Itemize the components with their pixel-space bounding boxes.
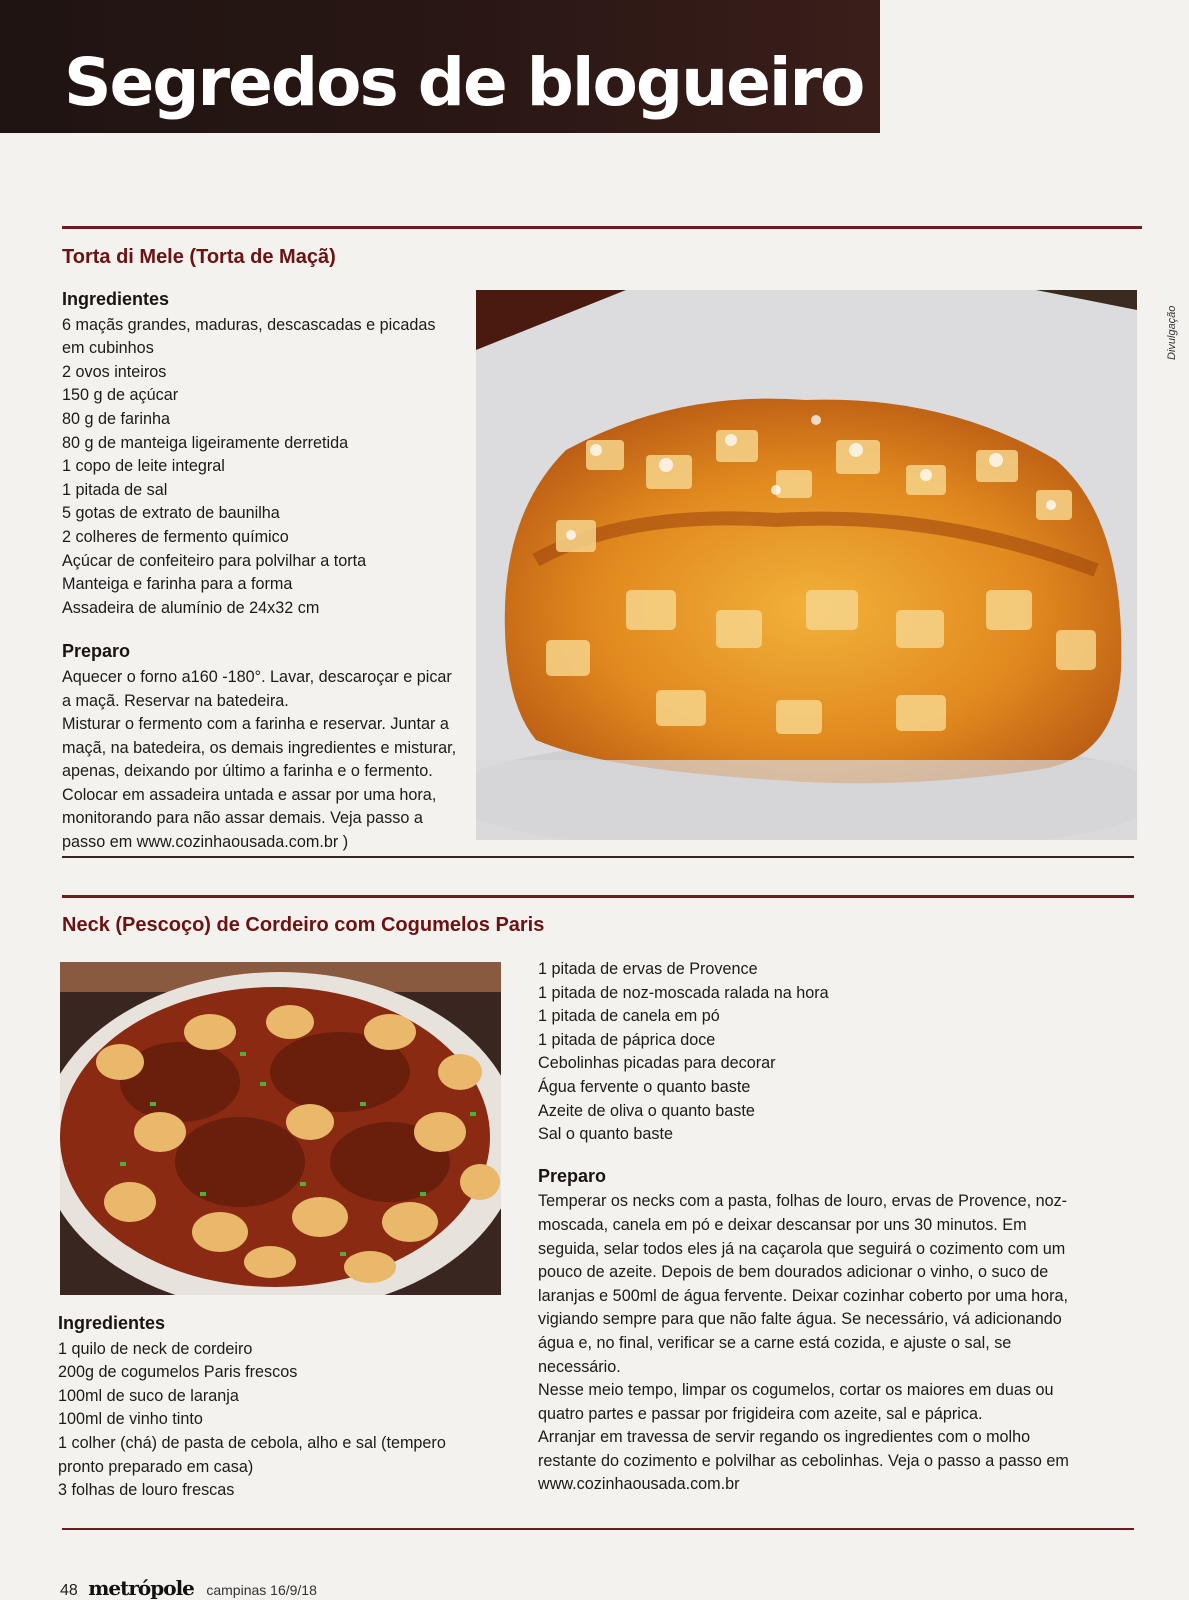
ingredient-item: Sal o quanto baste <box>538 1125 674 1144</box>
apple-pie-photo <box>476 290 1137 840</box>
recipe2-right-column <box>538 958 1078 1497</box>
ingredient-item: Azeite de oliva o quanto baste <box>538 1101 755 1120</box>
ingredient-item: 6 maçãs grandes, maduras, descascadas e picadas em cubinhos <box>62 315 436 358</box>
ingredient-item: Manteiga e farinha para a forma <box>62 575 293 594</box>
ingredient-item: 1 pitada de canela em pó <box>538 1007 720 1026</box>
ingredient-item: 80 g de manteiga ligeiramente derretida <box>62 433 349 452</box>
page-footer <box>60 1576 317 1600</box>
ingredient-item: Água fervente o quanto baste <box>538 1077 751 1096</box>
preparo-heading: Preparo <box>538 1165 607 1186</box>
preparo-paragraph: Aquecer o forno a160 -180°. Lavar, descaroçar e picar a maçã. Reservar na batedeira. <box>62 667 452 710</box>
recipe-title: Neck (Pescoço) de Cordeiro com Cogumelos Paris <box>62 914 545 936</box>
ingredient-item: 200g de cogumelos Paris frescos <box>58 1363 298 1382</box>
ingredient-item: Açúcar de confeiteiro para polvilhar a torta <box>62 551 367 570</box>
preparo-paragraph: Nesse meio tempo, limpar os cogumelos, cortar os maiores em duas ou quatro partes e passar por frigideira com azeite, sal e páprica. <box>538 1381 1054 1423</box>
photo-credit: Divulgação <box>1166 305 1178 360</box>
ingredient-item: 2 ovos inteiros <box>62 362 167 381</box>
ingredient-item: 150 g de açúcar <box>62 386 179 405</box>
page-title: Segredos de blogueiro <box>64 44 864 121</box>
recipe1-ingredients <box>62 288 462 855</box>
ingredient-item: 5 gotas de extrato de baunilha <box>62 504 280 523</box>
preparo-paragraph: Arranjar em travessa de servir regando os ingredientes com o molho restante do cozimento e polvilhar as cebolinhas. Veja o passo a passo em www.cozinhaousada.com.br <box>538 1428 1069 1494</box>
preparo-paragraph: Temperar os necks com a pasta, folhas de louro, ervas de Provence, noz-moscada, canela em pó e deixar descansar por uns 30 minutos. Em seguida, selar todos eles já na caçarola que seguirá o cozimento com um pouco de azeite. Depois de bem dourados adicionar o vinho, o suco de laranjas e 500ml de água fervente. Deixar cozinhar coberto por uma hora, vigiando sempre para que não falte água. Se necessário, vá adicionando água e, no final, verificar se a carne está cozida, e ajuste o sal, se necessário. <box>538 1192 1068 1376</box>
ingredients-heading: Ingredientes <box>58 1313 166 1333</box>
ingredient-item: 1 copo de leite integral <box>62 457 225 476</box>
ingredient-item: 1 pitada de ervas de Provence <box>538 960 758 978</box>
ingredient-item: 1 colher (chá) de pasta de cebola, alho e sal (tempero pronto preparado em casa) <box>58 1433 446 1476</box>
ingredients-list-continued <box>538 958 1078 1147</box>
ingredient-item: 3 folhas de louro frescas <box>58 1481 235 1500</box>
lamb-mushrooms-photo <box>60 962 501 1295</box>
ingredients-list <box>62 314 462 621</box>
ingredients-heading: Ingredientes <box>62 289 170 309</box>
section-divider <box>62 895 1134 898</box>
ingredient-item: 1 pitada de sal <box>62 480 168 499</box>
ingredient-item: 100ml de suco de laranja <box>58 1386 239 1405</box>
section-divider <box>62 226 1142 229</box>
preparo-heading: Preparo <box>62 641 131 662</box>
ingredient-item: 2 colheres de fermento químico <box>62 527 289 546</box>
ingredient-item: Cebolinhas picadas para decorar <box>538 1054 776 1073</box>
recipe2-ingredients <box>58 1312 478 1503</box>
ingredient-item: 100ml de vinho tinto <box>58 1410 203 1429</box>
ingredients-list <box>58 1338 478 1503</box>
page-number: 48 <box>60 1582 78 1599</box>
section-divider <box>62 856 1134 858</box>
recipe-title: Torta di Mele (Torta de Maçã) <box>62 246 336 268</box>
ingredient-item: Assadeira de alumínio de 24x32 cm <box>62 598 320 617</box>
preparo-paragraph: Misturar o fermento com a farinha e reservar. Juntar a maçã, na batedeira, os demais ingredientes e misturar, apenas, deixando por último a farinha e o fermento. Colocar em assadeira untada e assar por uma hora, monitorando para não assar demais. Veja passo a passo em www.cozinhaousada.com.br ) <box>62 715 457 852</box>
ingredient-item: 1 pitada de noz-moscada ralada na hora <box>538 983 829 1002</box>
magazine-logo: metrópole <box>88 1576 194 1600</box>
edition-label: campinas 16/9/18 <box>206 1582 317 1598</box>
ingredient-item: 1 quilo de neck de cordeiro <box>58 1339 253 1358</box>
ingredient-item: 80 g de farinha <box>62 409 171 428</box>
ingredient-item: 1 pitada de páprica doce <box>538 1030 716 1049</box>
footer-divider <box>62 1528 1134 1530</box>
